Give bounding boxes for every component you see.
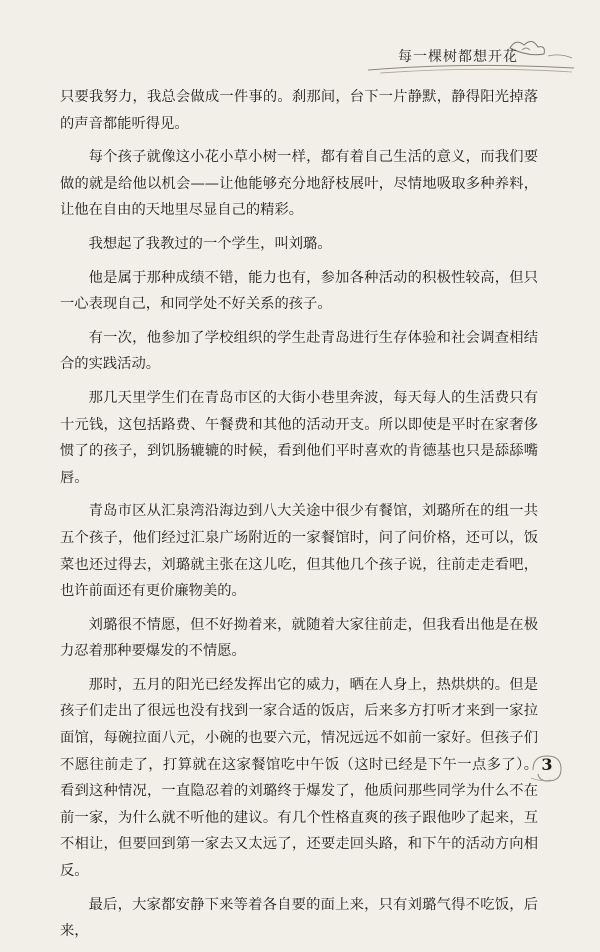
paragraph: 那几天里学生们在青岛市区的大街小巷里奔波，每天每人的生活费只有十元钱，这包括路费、午餐费和其他的活动开支。所以即使是平时在家奢侈惯了的孩子，到饥肠辘辘的时候，看到他们平时喜欢的肯德基也只是舔舔嘴唇。	[60, 389, 538, 486]
paragraph: 最后，大家都安静下来等着各自要的面上来，只有刘璐气得不吃饭，后来，	[60, 896, 538, 940]
running-head-title: 每一棵树都想开花	[398, 49, 518, 65]
paragraph: 那时，五月的阳光已经发挥出它的威力，晒在人身上，热烘烘的。但是孩子们走出了很远也没有找到一家合适的饭店，后来多方打听才来到一家拉面馆，每碗拉面八元，小碗的也要六元，情况远远不如前一家好。但孩子们不愿往前走了，打算就在这家餐馆吃中午饭（这时已经是下午一点多了）。看到这种情况，一直隐忍着的刘璐终于爆发了，他质问那些同学为什么不在前一家，为什么就不听他的建议。有几个性格直爽的孩子跟他吵了起来，互不相让，但要回到第一家去又太远了，还要走回头路，和下午的活动方向相反。	[60, 676, 538, 880]
page-number: 3	[541, 755, 553, 774]
paragraph: 每个孩子就像这小花小草小树一样，都有着自己生活的意义，而我们要做的就是给他以机会——让他能够充分地舒枝展叶，尽情地吸取多种养料，让他在自由的天地里尽显自己的精彩。	[60, 149, 538, 219]
paragraph: 只要我努力，我总会做成一件事的。刹那间，台下一片静默，静得阳光掉落的声音都能听得见。	[60, 89, 538, 132]
paragraph: 我想起了我教过的一个学生，叫刘璐。	[88, 235, 332, 252]
page-number-badge	[527, 748, 567, 788]
paragraph: 他是属于那种成绩不错，能力也有，参加各种活动的积极性较高，但只一心表现自己，和同学处不好关系的孩子。	[60, 269, 538, 313]
body-text	[60, 84, 538, 952]
paragraph: 有一次，他参加了学校组织的学生赴青岛进行生存体验和社会调查相结合的实践活动。	[60, 329, 538, 373]
paragraph: 青岛市区从汇泉湾沿海边到八大关途中很少有餐馆，刘璐所在的组一共五个孩子，他们经过汇泉广场附近的一家餐馆时，问了问价格，还可以，饭菜也还过得去，刘璐就主张在这儿吃，但其他几个孩子说，往前走走看吧，也许前面还有更价廉物美的。	[60, 503, 538, 600]
paragraph: 刘璐很不情愿，但不好拗着来，就随着大家往前走，但我看出他是在极力忍着那种要爆发的不情愿。	[60, 616, 538, 660]
